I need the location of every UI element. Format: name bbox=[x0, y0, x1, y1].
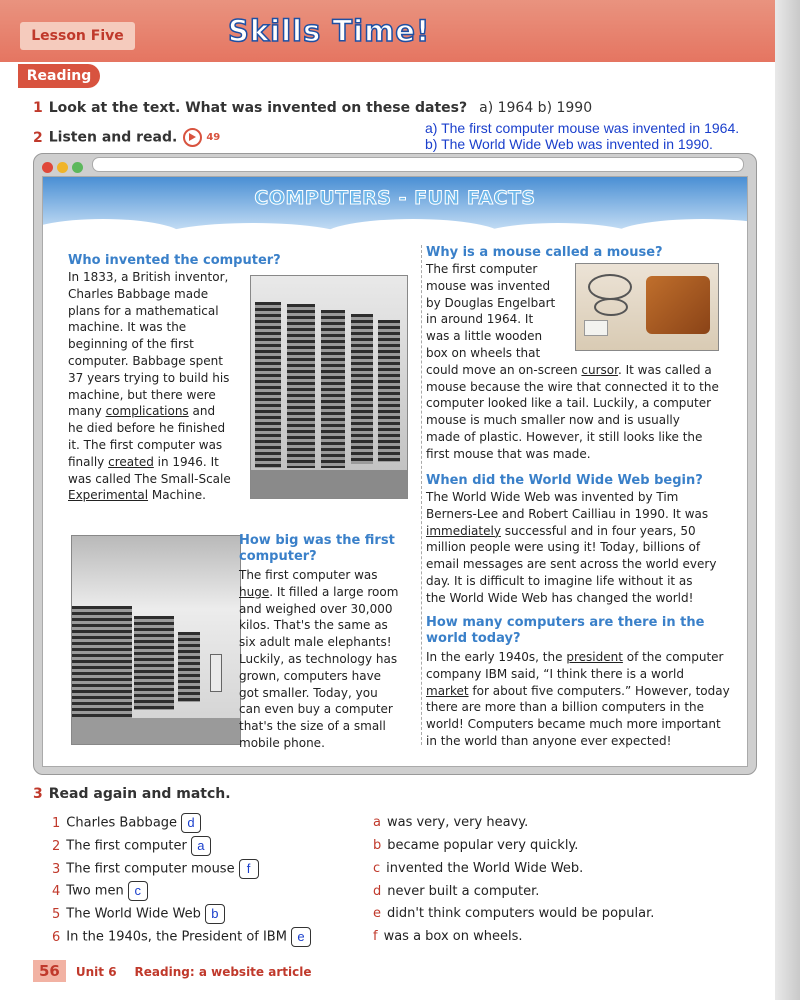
match-right-item: d never built a computer. bbox=[373, 884, 540, 899]
handwritten-answers: a) The first computer mouse was invented in 1964. b) The World Wide Web was invented in 1990. bbox=[425, 120, 740, 152]
page-edge bbox=[775, 0, 800, 1000]
text-www: The World Wide Web was invented by Tim Berners-Lee and Robert Cailliau in 1990. It was immediately successful and in four years, 50 million people were using it! Today, billions of email messages are sent across the world every day. It is difficult to imagine life without it as the World Wide Web has changed the world! bbox=[426, 490, 717, 605]
unit-label: Unit 6 bbox=[75, 965, 117, 979]
text-how-big: The first computer was huge. It filled a large room and weighed over 30,000 kilos. That's the same as six adult male elephants! Luckily, as technology has grown, computers have got smaller. Today, you can even buy a computer that's the size of a small mobile phone. bbox=[239, 568, 399, 750]
match-right-item: a was very, very heavy. bbox=[373, 815, 529, 830]
page-number: 56 bbox=[33, 960, 66, 982]
question-2: 2 Listen and read. 49 bbox=[33, 129, 221, 146]
photo-early-computer-racks bbox=[250, 275, 408, 499]
maximize-dot-icon bbox=[72, 162, 83, 173]
answer-box[interactable]: f bbox=[239, 859, 259, 879]
text-how-many: In the early 1940s, the president of the computer company IBM said, “I think there is a world market for about five computers.” However, today there are more than a billion computers in the world! Computers became much more important in the world than anyone ever expected! bbox=[426, 650, 730, 748]
photo-first-computer-room bbox=[71, 535, 241, 745]
lesson-label: Lesson Five bbox=[20, 22, 135, 50]
heading-who-invented: Who invented the computer? bbox=[68, 253, 281, 268]
heading-www: When did the World Wide Web begin? bbox=[426, 473, 703, 488]
exercise-3-title: 3 Read again and match. bbox=[33, 786, 231, 802]
article-title: COMPUTERS - FUN FACTS bbox=[254, 187, 536, 209]
photo-first-mouse bbox=[575, 263, 719, 351]
close-dot-icon bbox=[42, 162, 53, 173]
address-bar bbox=[92, 157, 744, 172]
answer-box[interactable]: b bbox=[205, 904, 225, 924]
match-left-item: 4 Two men c bbox=[52, 881, 148, 901]
column-divider bbox=[421, 245, 422, 745]
match-left-item: 5 The World Wide Web b bbox=[52, 904, 225, 924]
match-left-item: 6 In the 1940s, the President of IBM e bbox=[52, 927, 311, 947]
heading-why-mouse: Why is a mouse called a mouse? bbox=[426, 245, 663, 260]
audio-track-number: 49 bbox=[206, 132, 221, 143]
minimize-dot-icon bbox=[57, 162, 68, 173]
audio-play-icon[interactable] bbox=[183, 128, 202, 147]
answer-box[interactable]: a bbox=[191, 836, 211, 856]
cloud-decoration bbox=[153, 223, 353, 257]
match-left-item: 1 Charles Babbage d bbox=[52, 813, 201, 833]
answer-box[interactable]: e bbox=[291, 927, 311, 947]
window-controls bbox=[42, 158, 87, 177]
question-1: 1 Look at the text. What was invented on these dates? a) 1964 b) 1990 bbox=[33, 100, 593, 116]
browser-window bbox=[33, 153, 757, 775]
heading-how-many: How many computers are there in the world today? bbox=[426, 615, 705, 646]
footer-subtitle: Reading: a website article bbox=[134, 965, 312, 979]
article-page bbox=[42, 176, 748, 767]
match-right-item: b became popular very quickly. bbox=[373, 838, 579, 853]
page-title: Skills Time! bbox=[228, 14, 431, 48]
heading-how-big: How big was the first computer? bbox=[239, 533, 395, 564]
match-right-item: c invented the World Wide Web. bbox=[373, 861, 584, 876]
answer-box[interactable]: d bbox=[181, 813, 201, 833]
section-tab-reading: Reading bbox=[18, 64, 100, 88]
text-who-invented: In 1833, a British inventor, Charles Babbage made plans for a mathematical machine. It was the beginning of the first computer. Babbage spent 37 years trying to build his machine, but there were many complications and he died before he finished it. The first computer was finally created in 1946. It was called The Small-Scale Experimental Machine. bbox=[68, 270, 231, 503]
answer-box[interactable]: c bbox=[128, 881, 148, 901]
page-footer bbox=[33, 960, 311, 982]
match-left-item: 3 The first computer mouse f bbox=[52, 859, 259, 879]
match-left-item: 2 The first computer a bbox=[52, 836, 211, 856]
text-why-mouse: The first computer mouse was invented by Douglas Engelbart in around 1964. It was a little wooden box on wheels that could move an on-screen cursor. It was called a mouse because the wire that connected it to the computer looked like a tail. Luckily, a computer mouse is much smaller now and is usually made of plastic. However, it still looks like the first mouse that was made. bbox=[426, 262, 719, 461]
match-right-item: f was a box on wheels. bbox=[373, 929, 523, 944]
match-right-item: e didn't think computers would be popular. bbox=[373, 906, 655, 921]
